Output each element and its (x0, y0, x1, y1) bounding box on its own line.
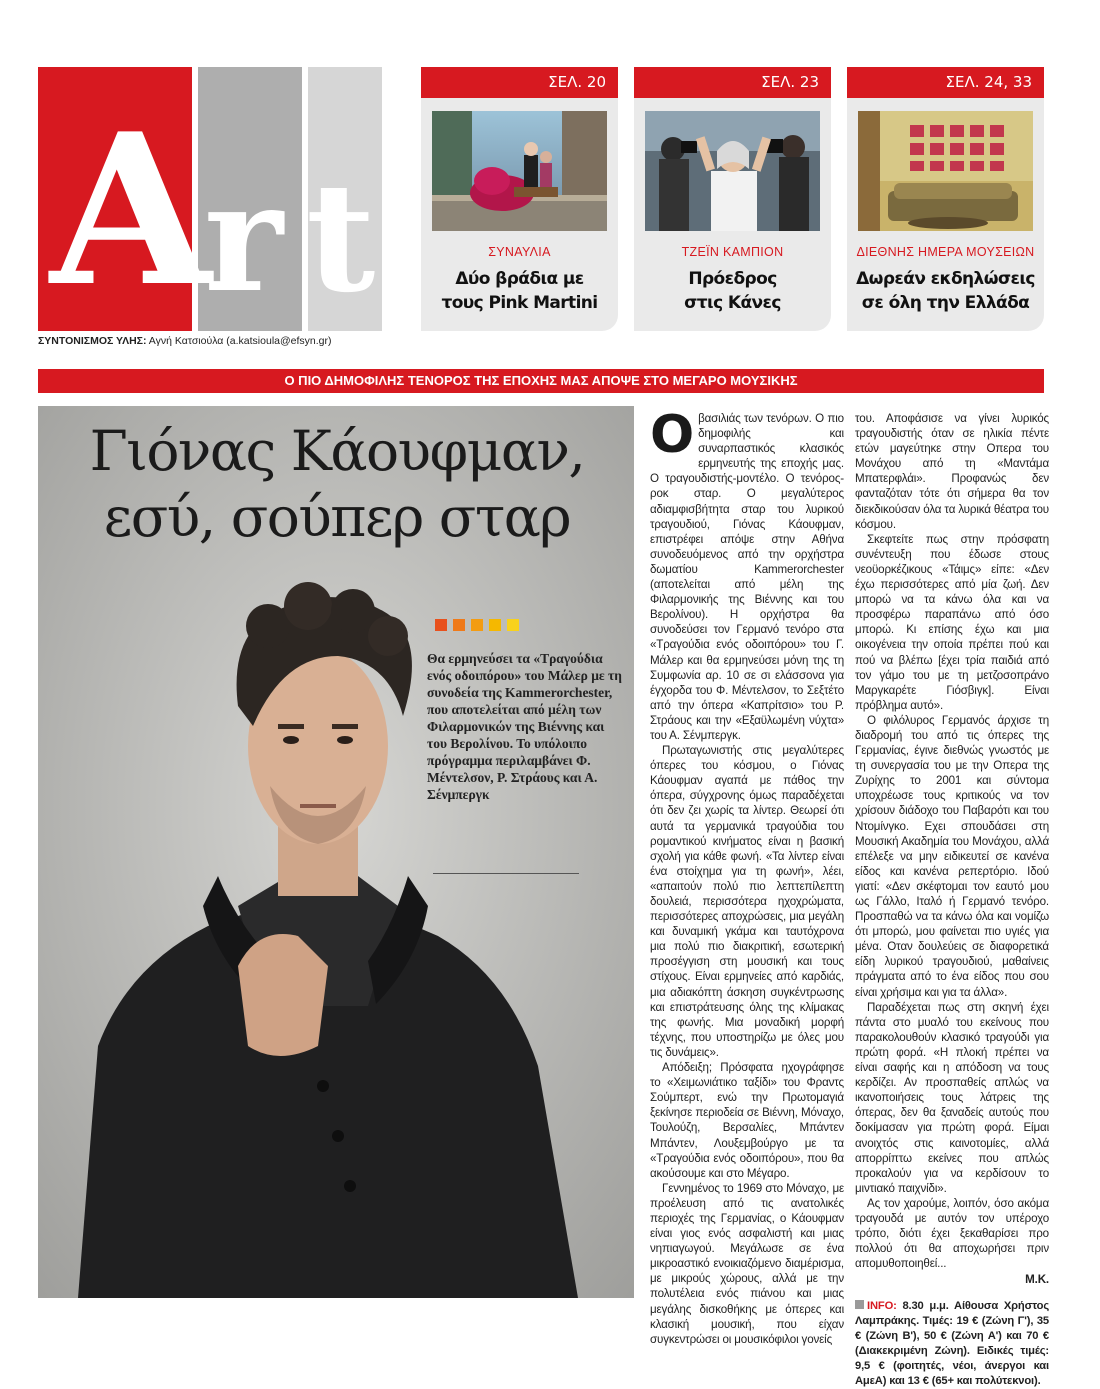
teaser-headline (421, 267, 618, 315)
teaser-headline-line: τους Pink Martini (441, 293, 598, 313)
teaser-category: ΤΖΕΪΝ ΚΑΜΠΙΟΝ (681, 245, 784, 259)
teaser-headline-line: σε όλη την Ελλάδα (861, 293, 1030, 313)
teaser-page-bar (847, 67, 1044, 98)
teaser-page-bar (421, 67, 618, 98)
teaser-headline-line: Δωρεάν εκδηλώσεις (856, 269, 1035, 289)
article-column-1 (650, 405, 844, 1347)
paragraph: Σκεφτείτε πως στην πρόσφατη συνέντευξη που έδωσε στους νεοϋορκέζικους «Τάιμς» είπε: «Δεν έχω περισσότερες από μία ζωή. Δεν μπορώ να τα κάνω όλα και να προσφέρω παραπάνω από όσο μπορώ. Κι επίσης έχω και μια οικογένεια την οποία πρέπει πού και πού να βλέπω [έχει τρία παιδιά από τον γάμο του με τη μετζοσοπράνο Μαργκαρέτε Γιόσβιγκ]. Είναι πρόβλημα αυτό». (855, 532, 1049, 712)
photo-caption: Θα ερμηνεύσει τα «Τραγούδια ενός οδοιπόρου» του Μάλερ με τη συνοδεία της Kammerorchester, που αποτελείται από μέλη των Φιλαρμονικών της Βιέννης και του Βερολίνου. Το υπόλοιπο πρόγραμμα περιλαμβάνει Φ. Μέντελσον, Ρ. Στράους και Α. Σένμπεργκ (427, 651, 622, 802)
info-text: 8.30 μ.μ. Αίθουσα Χρήστος Λαμπράκης. Τιμές: 19 € (Ζώνη Γ'), 35 € (Ζώνη Β'), 50 € (Ζώνη Α') και 70 € (Διακεκριμένη Ζώνη). Ειδικές τιμές: 9,5 € (φοιτητές, νέοι, άνεργοι και ΑμεΑ) και 13 € (65+ και πολύτεκνοι). (855, 1300, 1049, 1388)
paragraph: Ας τον χαρούμε, λοιπόν, όσο ακόμα τραγουδά με αυτόν τον υπέροχο τρόπο, διότι έχει ξεκαθαρίσει προ πολλού ότι θα αποχωρήσει πριν απομυθοποιηθεί... (855, 1196, 1049, 1271)
paragraph: του. Αποφάσισε να γίνει λυρικός τραγουδιστής όταν σε ηλικία πέντε ετών μαγεύτηκε στην Οπερα του Μονάχου από τη «Μαντάμα Μπατερφλάι». Προφανώς δεν φανταζόταν τότε ότι σήμερα θα τον διεκδικούσαν όλα τα λυρικά θέατρα του κόσμου. (855, 412, 1049, 531)
logo-letter-t: t (306, 150, 376, 326)
credit-value: Αγνή Κατσιούλα (a.katsioula@efsyn.gr) (146, 335, 332, 347)
teaser-category: ΔΙΕΘΝΗΣ ΗΜΕΡΑ ΜΟΥΣΕΙΩΝ (856, 245, 1035, 259)
teaser-headline (847, 267, 1044, 315)
info-label: INFO: (867, 1300, 897, 1313)
teaser-page-number: ΣΕΛ. 24, 33 (945, 73, 1032, 91)
teaser-headline (634, 267, 831, 315)
teaser-category: ΣΥΝΑΥΛΙΑ (488, 245, 551, 259)
teaser-museum-day[interactable] (847, 67, 1044, 331)
paragraph: Παραδέχεται πως στη σκηνή έχει πάντα στο μυαλό του εκείνους που παρακολουθούν κλασικό τραγούδι για πρώτη φορά. «Η πλοκή πρέπει να είναι σαφής και η απόδοση να τους κερδίζει. Αν προσπαθείς απλώς να ικανοποιήσεις τους λάτρεις της όπερας, δεν θα ξαναδείς αυτούς που δοκίμασαν για πρώτη φορά. Είμαι ανοιχτός στις καινοτομίες, αλλά απορρίπτω εκείνες που απλώς προκαλούν για να κερδίσουν το μιντιακό παιχνίδι». (855, 1000, 1049, 1195)
teaser-jane-campion[interactable] (634, 67, 831, 331)
article-column-2 (855, 411, 1049, 1389)
teaser-page-number: ΣΕΛ. 20 (548, 73, 606, 91)
square-1 (435, 619, 447, 631)
decorative-squares (435, 618, 525, 636)
square-5 (507, 619, 519, 631)
teaser-headline-line: Πρόεδρος (688, 269, 777, 289)
teaser-page-bar (634, 67, 831, 98)
credit-label: ΣΥΝΤΟΝΙΣΜΟΣ ΥΛΗΣ: (38, 335, 147, 347)
paragraph-text: βασιλιάς των τενόρων. Ο πιο δημοφιλής και συναρπαστικός κλασικός ερμηνευτής της εποχής μας. Ο τραγουδιστής-μοντέλο. Ο τενόρος-ροκ σταρ. Ο μεγαλύτερος αδιαμφισβήτητα σταρ του λυρικού τραγουδιού, Γιόνας Κάουφμαν, επιστρέφει απόψε στην Αθήνα συνοδευόμενος από την ορχήστρα δωματίου Kammerorchester (αποτελείται από μέλη της Φιλαρμονικής της Βιέννης και του Βερολίνου). Η ορχήστρα θα συνοδεύσει τον Γερμανό τενόρο στα «Τραγούδια ενός οδοιπόρου» του Γ. Μάλερ και θα ερμηνεύσει μόνη της τη Συμφωνία αρ. 10 σε σι ελάσσονα για έγχορδα του Φ. Μέντελσον, το Σεξτέτο από την όπερα «Καπρίτσιο» του Ρ. Στράους και την «Εξαϋλωμένη νύχτα» του Α. Σένμπεργκ. (650, 412, 844, 742)
square-4 (489, 619, 501, 631)
article-kicker: Ο ΠΙΟ ΔΗΜΟΦΙΛΗΣ ΤΕΝΟΡΟΣ ΤΗΣ ΕΠΟΧΗΣ ΜΑΣ ΑΠΟΨΕ ΣΤΟ ΜΕΓΑΡΟ ΜΟΥΣΙΚΗΣ (38, 369, 1044, 393)
event-info (855, 1299, 1049, 1389)
info-square-icon (855, 1300, 864, 1309)
paragraph: Ο φιλόλυρος Γερμανός άρχισε τη διαδρομή του από τις όπερες της Γερμανίας, έγινε διεθνώς γνωστός με τη συνεργασία του με την Οπερα της Ζυρίχης το 2001 και σύντομα υποχρέωσε τους κριτικούς να τον χρίσουν διάδοχο του Παβαρότι και του Ντομίνγκο. Εχει σπουδάσει στη Μουσική Ακαδημία του Μονάχου, αλλά επέλεξε να μην ειδικευτεί σε κανένα είδος και κανένα ρεπερτόριο. Ιδού γιατί: «Δεν σκέφτομαι τον εαυτό μου ως Γάλλο, Ιταλό ή Γερμανό τενόρο. Προσπαθώ να τα κάνω όλα και νομίζω ότι μπορώ, μου φαίνεται πιο υγιές για μένα. Οταν δουλεύεις σε διαφορετικά είδη λυρικού τραγουδιού, μαθαίνεις πράγματα από το ένα είδος που σου είναι χρήσιμα και για τα άλλα». (855, 713, 1049, 999)
paragraph: Γεννημένος το 1969 στο Μόναχο, με προέλευση από τις ανατολικές περιοχές της Γερμανίας, ο Κάουφμαν είναι γιος ενός ασφαλιστή και μιας νηπιαγωγού. Μεγάλωσε σε ένα μικροαστικό ενοικιαζόμενο διαμέρισμα, με μικρούς χώρους, αλλά με την πολυτέλεια ενός πιάνου και μιας μεγάλης δισκοθήκης με όπερες και κλασική μουσική, που είχαν συγκεντρώσει οι μουσικόφιλοι γονείς (650, 1181, 844, 1346)
dropcap: Ο (650, 405, 695, 465)
author-signature: Μ.Κ. (1025, 1273, 1049, 1287)
teaser-photo-concert (432, 111, 607, 231)
art-section-logo (38, 67, 382, 331)
paragraph (650, 405, 844, 743)
editor-credit (38, 335, 332, 347)
teaser-photo-cannes (645, 111, 820, 231)
article-headline (52, 418, 622, 550)
paragraph: Πρωταγωνιστής στις μεγαλύτερες όπερες του κόσμου, ο Γιόνας Κάουφμαν αγαπά με πάθος την όπερα, σύγχρονης όμως παραδέχεται ότι δεν ζει χωρίς τα λίντερ. Θεωρεί ότι αυτά τα γερμανικά τραγούδια του ρομαντικού κινήματος είναι η βασική σχολή για κάθε φωνή. «Τα λίντερ είναι ένα στοίχημα για τη φωνή», λέει, «απαιτούν πολύ πιο λεπτεπίλεπτη δουλειά, περισσότερα ηχοχρώματα, περισσότερες αποχρώσεις, μια μεγάλη και δυναμική γκάμα και ταυτόχρονα μια πολύ πιο διακριτική, εσωτερική προσέγγιση στη μουσική και τους στίχους. Είναι ερμηνείες από καρδιάς, μια αδιακόπτη άσκηση συγκέντρωσης και επιστράτευσης όλης της κλίμακας της φωνής. Μια μοναδική μορφή τέχνης, που υποστηρίζω με όλες μου τις δυνάμεις». (650, 744, 844, 1059)
teaser-photo-museum (858, 111, 1033, 231)
square-3 (471, 619, 483, 631)
logo-letter-a: A (50, 89, 206, 333)
teaser-headline-line: Δύο βράδια με (455, 269, 584, 289)
teaser-page-number: ΣΕΛ. 23 (761, 73, 819, 91)
caption-divider (433, 873, 579, 874)
teaser-pink-martini[interactable] (421, 67, 618, 331)
paragraph: Απόδειξη; Πρόσφατα ηχογράφησε το «Χειμωνιάτικο ταξίδι» του Φραντς Σούμπερτ, ενώ την Πρωτομαγιά ξεκίνησε περιοδεία σε Βιέννη, Μόναχο, Τουλούζη, Βερσαλίες, Μπάντεν Μπάντεν, Λουξεμβούργο με τα «Τραγούδια ενός οδοιπόρου», που θα ακούσουμε και στο Μέγαρο. (650, 1061, 844, 1180)
logo-letter-r: r (204, 150, 284, 326)
square-2 (453, 619, 465, 631)
headline-line-2: εσύ, σούπερ σταρ (103, 485, 571, 549)
teaser-headline-line: στις Κάνες (684, 293, 781, 313)
headline-line-1: Γιόνας Κάουφμαν, (89, 419, 585, 483)
